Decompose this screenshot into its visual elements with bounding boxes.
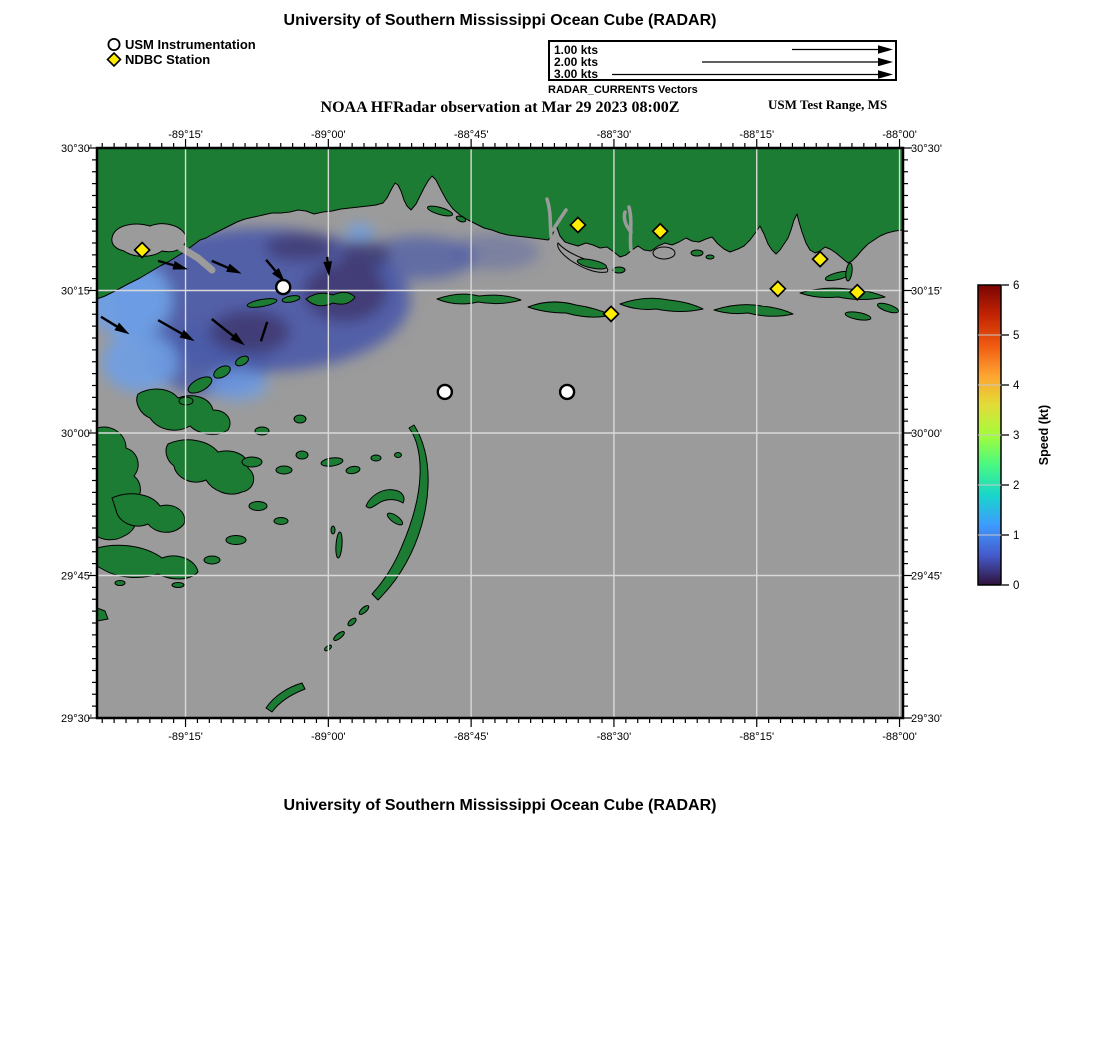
colorbar-tick-label: 5 [1013,330,1020,342]
lon-label-bottom: -88°15' [739,731,775,743]
lon-label-bottom: -88°45' [453,731,489,743]
usm-station-marker [560,385,574,399]
lon-label-top: -88°15' [739,129,775,141]
colorbar-tick-label: 1 [1013,530,1020,542]
lat-label-right: 29°30' [911,713,942,725]
lat-label-left: 29°30' [61,713,92,725]
figure-title: University of Southern Mississippi Ocean Cube (RADAR) [283,12,717,29]
lon-label-bottom: -88°30' [596,731,632,743]
lat-label-right: 30°00' [911,428,942,440]
colorbar-tick-label: 3 [1013,430,1020,442]
lon-label-top: -88°30' [596,129,632,141]
usm-station-marker [276,280,290,294]
lon-label-bottom: -88°00' [882,731,917,743]
lon-label-top: -88°00' [882,129,917,141]
vector-scale-1kt: 1.00 kts [554,43,599,57]
observation-subtitle: NOAA HFRadar observation at Mar 29 2023 08:00Z [320,99,680,116]
figure-bottom-title: University of Southern Mississippi Ocean Cube (RADAR) [283,797,717,814]
lat-label-right: 30°30' [911,143,942,155]
lon-label-top: -89°15' [168,129,203,141]
region-label: USM Test Range, MS [768,97,888,112]
legend-label-ndbc: NDBC Station [125,52,211,67]
vector-scale-2kt: 2.00 kts [554,55,599,69]
colorbar-tick-label: 2 [1013,480,1020,492]
lat-label-left: 30°00' [61,428,92,440]
lat-label-right: 29°45' [911,570,942,583]
lon-label-bottom: -89°00' [311,731,346,743]
lon-label-top: -88°45' [453,129,489,141]
lat-label-left: 29°45' [61,570,92,583]
lat-label-left: 30°15' [61,285,92,298]
usm-station-marker [438,385,452,399]
lat-label-left: 30°30' [61,143,92,155]
colorbar-tick-label: 4 [1013,380,1020,392]
vector-scale-3kt: 3.00 kts [554,67,599,81]
lat-label-right: 30°15' [911,285,942,298]
legend-label-usm: USM Instrumentation [125,37,256,52]
colorbar-tick-label: 6 [1013,280,1020,292]
vector-scale-caption: RADAR_CURRENTS Vectors [548,84,698,96]
lon-label-bottom: -89°15' [168,731,203,743]
lon-label-top: -89°00' [311,129,346,141]
colorbar [978,280,1051,592]
colorbar-label: Speed (kt) [1037,404,1051,466]
colorbar-tick-label: 0 [1013,580,1020,592]
